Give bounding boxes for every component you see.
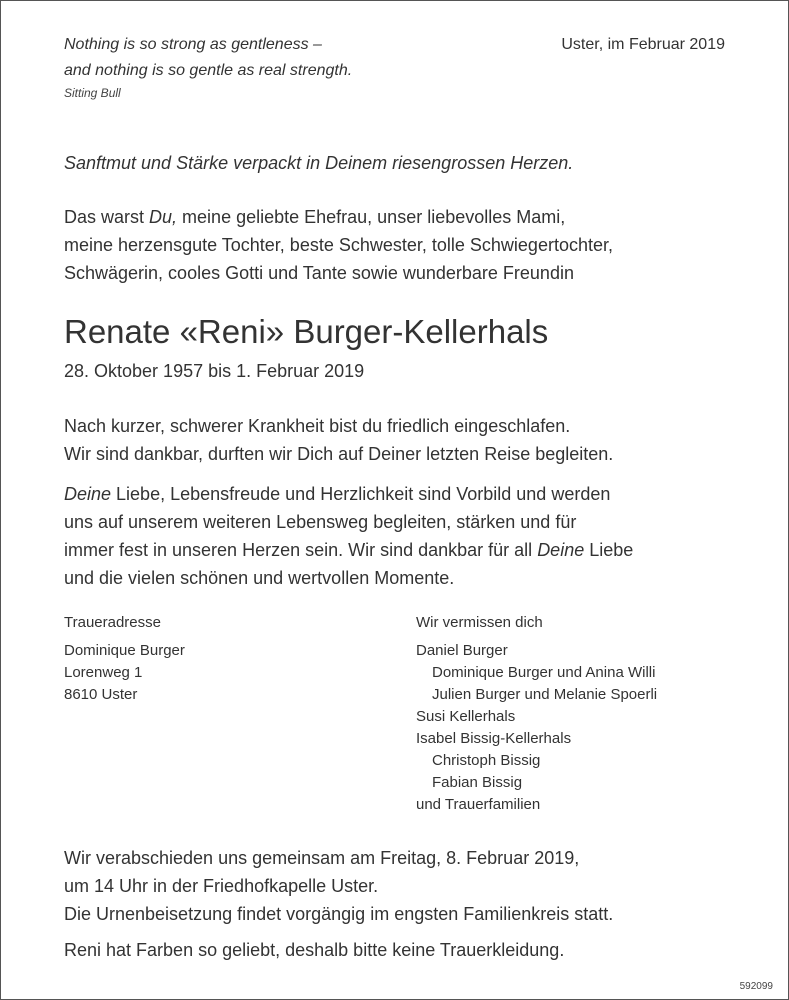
dress-code-note: Reni hat Farben so geliebt, deshalb bitte keine Trauerkleidung. [64,940,565,960]
address-street: Lorenweg 1 [64,664,143,681]
intro-line-2: meine herzensgute Tochter, beste Schwester, tolle Schwiegertochter, [64,235,613,255]
mourner-name: Fabian Bissig [432,774,523,791]
quote-line-2: and nothing is so gentle as real strength. [64,62,353,79]
intro-paragraph [64,203,613,287]
mourner-name: Isabel Bissig-Kellerhals [416,730,572,747]
tribute-line-2: uns auf unserem weiteren Lebensweg begleiten, stärken und für [64,512,577,532]
passing-paragraph [64,412,613,468]
mourner-name: Susi Kellerhals [416,708,516,725]
intro-line-3: Schwägerin, cooles Gotti und Tante sowie wunderbare Freundin [64,263,574,283]
mourner-name: Daniel Burger [416,642,508,659]
tribute-line-1: Deine Liebe, Lebensfreude und Herzlichkeit sind Vorbild und werden [64,484,611,504]
address-city: 8610 Uster [64,686,138,703]
tribute-line-4: und die vielen schönen und wertvollen Momente. [64,568,455,588]
epigraph-quote [64,32,352,84]
mourner-name: Christoph Bissig [432,752,541,769]
passing-line-1: Nach kurzer, schwerer Krankheit bist du friedlich eingeschlafen. [64,416,571,436]
life-dates: 28. Oktober 1957 bis 1. Februar 2019 [64,361,365,381]
mourners-list [416,612,657,816]
ceremony-info [64,844,613,928]
quote-line-1: Nothing is so strong as gentleness – [64,36,322,53]
address-name: Dominique Burger [64,642,185,659]
mourner-name: Julien Burger und Melanie Spoerli [432,686,658,703]
ceremony-line-1: Wir verabschieden uns gemeinsam am Freitag, 8. Februar 2019, [64,848,580,868]
intro-line-1: Das warst Du, meine geliebte Ehefrau, unser liebevolles Mami, [64,207,566,227]
quote-author: Sitting Bull [64,86,121,100]
deceased-name: Renate «Reni» Burger-Kellerhals [64,313,549,350]
ceremony-line-2: um 14 Uhr in der Friedhofkapelle Uster. [64,876,379,896]
mourners-names [416,640,657,816]
ad-code: 592099 [739,981,773,992]
motto: Sanftmut und Stärke verpackt in Deinem riesengrossen Herzen. [64,153,574,173]
tribute-line-3: immer fest in unseren Herzen sein. Wir sind dankbar für all Deine Liebe [64,540,634,560]
mourners-heading: Wir vermissen dich [416,614,543,631]
tribute-paragraph [64,480,633,592]
place-date: Uster, im Februar 2019 [561,36,725,53]
mourner-name: und Trauerfamilien [416,796,541,813]
mourner-name: Dominique Burger und Anina Willi [432,664,656,681]
ceremony-line-3: Die Urnenbeisetzung findet vorgängig im engsten Familienkreis statt. [64,904,614,924]
address-heading: Traueradresse [64,614,161,631]
mourning-address [64,612,185,706]
passing-line-2: Wir sind dankbar, durften wir Dich auf Deiner letzten Reise begleiten. [64,444,614,464]
